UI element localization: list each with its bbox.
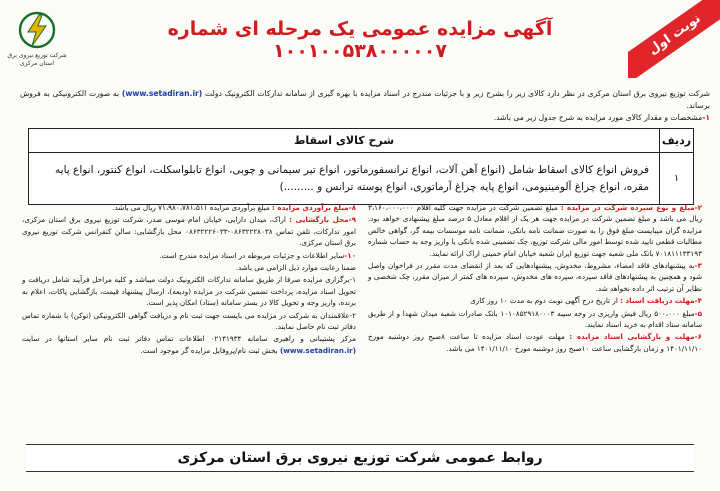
lightning-logo-icon — [14, 10, 60, 50]
term-opening-place-text: اراک، میدان دارایی، خیابان امام موسی صدر، شرکت توزیع نیروی برق استان مرکزی، امور تدارکات، تلفن تماس ۰۸۶۳۲۲۲۸۰۳۸-۰۸۶۳۲۲۲۶۰۳۳ محل بازگشایی: سالن کنفرانس شرکت توزیع نیروی برق استان مرکزی. — [22, 215, 356, 248]
logo-caption-line1: شرکت توزیع نیروی برق — [7, 52, 67, 59]
term-doc-deadline-label: ۴-مهلت دریافت اسناد : — [620, 296, 702, 306]
intro-line1-end: به صورت الکترونیکی — [52, 89, 120, 98]
ad-title-text: آگهی مزایده عمومی یک مرحله ای شماره — [167, 18, 553, 40]
table-header-row — [29, 129, 694, 153]
logo-caption-line2: استان مرکزی — [19, 60, 55, 67]
intro-line2: به فروش برساند. — [20, 89, 710, 110]
row-desc: فروش انواع کالای اسقاط شامل (انواع آهن آلات، انواع ترانسفورماتور، انواع تیر سیمانی و چوبی، انواع تابلواسکلت، انواع کنتور، انواع پایه مقره، انواع چراغ آلومینیومی، انواع پایه چراغ آرماتوری، انواع پوسته ترانس و .........) — [29, 153, 660, 205]
edition-corner — [628, 0, 720, 78]
term-doc-fee — [368, 308, 702, 331]
term-opening-place — [22, 214, 356, 248]
edition-badge: نوبت اول — [628, 0, 720, 78]
setad-link[interactable]: (www.setadiran.ir) — [121, 89, 203, 98]
intro-line1: شرکت توزیع نیروی برق استان مرکزی در نظر دارد کالای زیر را بشرح زیر و با جزئیات مندرج در اسناد مزایده با بهره گیری از سامانه تدارکات الکترونیک دولت — [205, 89, 710, 98]
term-estimate — [22, 202, 356, 213]
term-estimate-text: مبلغ برآوردی مزایده ۷۱،۹۸۰،۷۸۱،۵۱۱ ریال می باشد. — [112, 203, 270, 212]
term-requirement-2: ۲-علاقمندان به شرکت در مزایده می بایست جهت ثبت نام و دریافت گواهی الکترونیکی (توکن) با شماره تماس دفاتر ثبت نام حاصل نمایند. — [22, 310, 356, 332]
term-requirement-1: ۱-برگزاری مزایده صرفا از طریق سامانه تدارکات الکترونیک دولت میباشد و کلیه مراحل فرآیند شامل دریافت و تحویل اسناد مزایده، پرداخت تضمین شرکت در مزایده (ودیعه)، ارسال پیشنهاد قیمت، بازگشایی پاکات، اعلام به برنده، واریز وجه و تحویل کالا در بستر سامانه (ستاد) امکان پذیر است. — [22, 275, 356, 308]
terms-columns — [22, 202, 702, 430]
term-invalid-bids — [368, 260, 702, 294]
term-other-info-label: ۱۰- — [344, 250, 356, 260]
term-estimate-label: ۸-مبلغ برآوردی مزایده : — [272, 203, 356, 212]
intro-paragraph — [20, 88, 710, 124]
term-deposit — [368, 202, 702, 259]
term-deposit-label: ۲-مبلغ و نوع سپرده شرکت در مزایده : — [560, 203, 702, 212]
table-row — [29, 153, 694, 205]
setad-link-2[interactable]: (www.setadiran.ir) — [279, 345, 356, 355]
footer-public-relations: روابط عمومی شرکت توزیع نیروی برق استان مرکزی — [26, 444, 694, 472]
term-invalid-bids-text: به پیشنهادهای فاقد امضاء، مشروط، مخدوش، پیشنهادهایی که بعد از انقضای مدت مقرر در فراخوان واصل شود و همچنین به پیشنهادهای فاقد سپرده، سپرده های مخدوش، سپرده های کمتر از میزان مقرر، چک شخصی و نظایر آن ترتیب اثر داده نخواهد شد. — [368, 261, 702, 293]
items-table — [28, 128, 694, 205]
term-support-text: مرکز پشتیبانی و راهبری سامانه ۰۲۱۴۱۹۳۴ اطلاعات تماس دفاتر ثبت نام سایر استانها در سایت — [22, 334, 356, 344]
intro-item-mark: ۱- — [702, 113, 710, 122]
term-doc-fee-label: ۵- — [694, 308, 702, 318]
logo-caption — [0, 52, 74, 68]
header-desc: شرح کالای اسقاط — [29, 129, 660, 153]
term-doc-fee-text: مبلغ ۵۰۰،۰۰۰ ریال فیش واریزی در وجه سیبه ۱۰۱۰۸۵۲۹۱۸۰۰۰۳ بانک صادرات شعبه میدان شهدا و از طریق سامانه ستاد اقدام به خرید اسناد نمایند. — [368, 308, 702, 330]
row-index: ۱ — [660, 153, 694, 205]
term-doc-deadline-text: از تاریخ درج آگهی نوبت دوم به مدت ۱۰ روز کاری — [470, 296, 618, 306]
term-other-info-text: سایر اطلاعات و جزئیات مربوطه در اسناد مزایده مندرج است. — [159, 250, 345, 260]
term-deposit-text: مبلغ تضمین شرکت در مزایده جهت کلیه اقلام ۳،۱۶۰،۰۰۰،۰۰۰ ریال می باشد و مبلغ تضمین شرکت در مزایده جهت هر یک از اقلام معادل ۵ درصد مبلغ پیشنهادی خواهد بود. مزایده گران میبایست مبلغ فوق را به صورت ضمانت نامه بانکی، ضمانت نامه موسسات بیمه گر، گواهی خالص مطالبات قطعی تایید شده توسط امور مالی شرکت توزیع، چک تضمینی شده بانکی یا واریز وجه به حساب شماره ۷۰۱۸۱۱۱۳۳۱۹۳ بانک ملی شعبه جهت توزیع ایران شعبه خیابان امام خمینی اراک ارائه نمایند. — [368, 203, 702, 258]
header-index: ردیف — [660, 129, 694, 153]
tender-number: ۱۰۰۱۰۰۵۳۸۰۰۰۰۰۷ — [273, 40, 447, 62]
term-other-info — [22, 250, 356, 261]
term-support-end: بخش ثبت نام/پروفایل مزایده گر موجود است. — [140, 345, 278, 355]
terms-right-column — [368, 202, 702, 430]
term-opening-place-label: ۹-محل بازگشایی : — [289, 215, 356, 225]
term-opening-time-text: مهلت عودت اسناد مزایده تا ساعت ۸صبح روز دوشنبه مورخ ۱۴۰۱/۱۱/۱۰ و زمان بازگشایی ساعت ۱۰صبح روز دوشنبه مورخ ۱۴۰۱/۱۱/۱۰ می باشد. — [368, 332, 702, 353]
term-opening-time-label: ۶-مهلت و بازگشایی اسناد مزایده : — [569, 332, 702, 342]
term-invalid-bids-label: ۳- — [694, 261, 702, 271]
ad-title — [110, 18, 610, 62]
term-opening-time — [368, 331, 702, 354]
term-doc-deadline — [368, 295, 702, 306]
term-requirements: ضمنا رعایت موارد ذیل الزامی می باشد. — [235, 263, 356, 273]
term-support — [22, 333, 356, 356]
intro-line3: مشخصات و مقدار کالای مورد مزایده به شرح جدول زیر می باشد. — [493, 113, 703, 122]
terms-left-column — [22, 202, 356, 430]
